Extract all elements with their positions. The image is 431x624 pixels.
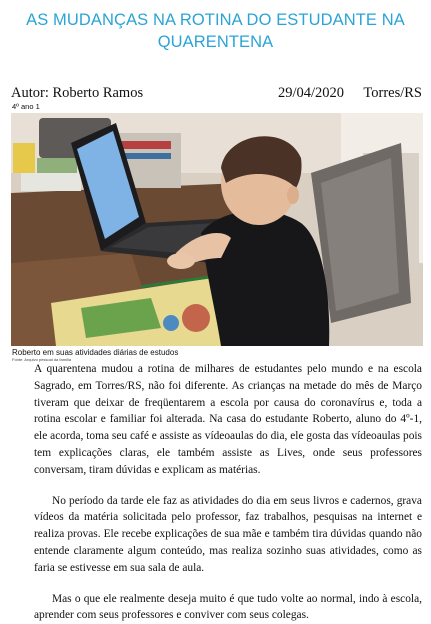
paragraph-2: No período da tarde ele faz as atividades do dia em seus livros e cadernos, grava vídeos da matéria solicitada pelo professor, faz trabalhos, pesquisas na internet e realiza provas. Ele recebe explicações de sua mãe e também tira dúvidas quando não entende claramente algum conteúdo, mas realiza sozinho suas atividades, como as faria se estivesse em sua sala de aula. — [34, 494, 422, 574]
photo-caption: Roberto em suas atividades diárias de estudos — [12, 348, 179, 357]
photo-source: Fonte: Arquivo pessoal da família — [12, 357, 72, 362]
article-body — [34, 361, 422, 624]
author-name: Autor: Roberto Ramos — [11, 85, 144, 101]
student-grade: 4º ano 1 — [12, 102, 40, 111]
photo-illustration — [11, 113, 423, 346]
article-title: AS MUDANÇAS NA ROTINA DO ESTUDANTE NA QUARENTENA — [26, 11, 405, 51]
article-photo — [11, 113, 423, 346]
paragraph-1: A quarentena mudou a rotina de milhares de estudantes pelo mundo e na escola Sagrado, em Torres/RS, não foi diferente. As crianças na metade do mês de Março tiveram que deixar de freqüentarem a escola por causa do coronavírus e, toda a rotina escolar e familiar foi alterada. Na casa do estudante Roberto, aluno do 4º-1, ele acorda, toma seu café e assiste as vídeoaulas do dia, ele gosta das vídeoaulas pois tem explicações claras, ele também assiste as Lives, onde seus professores conversam, tiram dúvidas e explicam as matérias. — [34, 363, 422, 476]
location: Torres/RS — [363, 85, 422, 101]
publish-date: 29/04/2020 — [278, 85, 345, 101]
paragraph-3: Mas o que ele realmente deseja muito é que tudo volte ao normal, indo à escola, aprender com seus professores e conviver com seus colegas. — [34, 592, 422, 622]
